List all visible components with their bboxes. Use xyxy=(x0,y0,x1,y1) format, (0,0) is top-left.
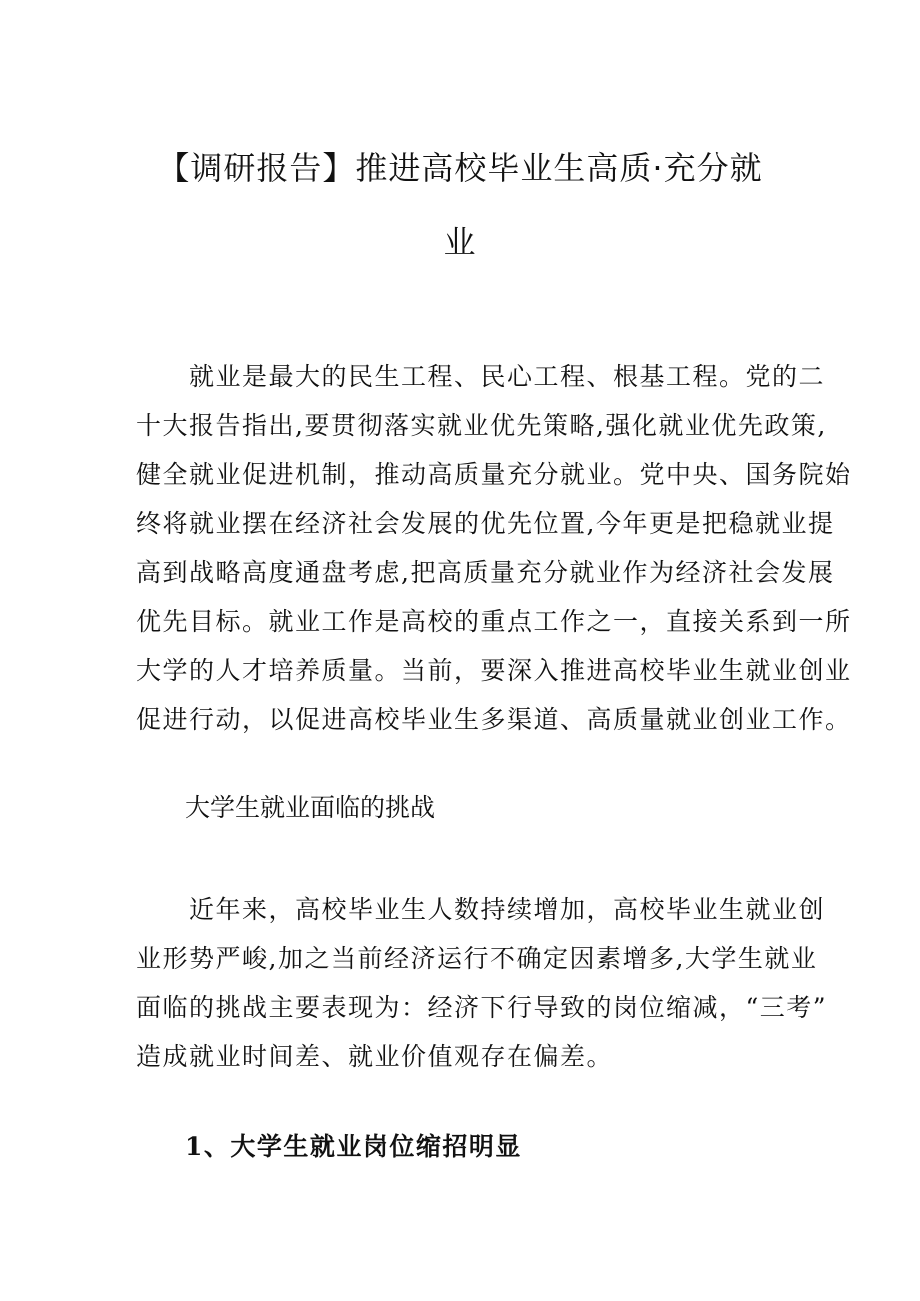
document-title-line-2: 业 xyxy=(443,223,477,261)
document-title-line-1: 【调研报告】推进高校毕业生高质·充分就 xyxy=(157,149,763,187)
section-paragraph xyxy=(136,885,828,1081)
intro-line: 大学的人才培养质量。当前，要深入推进高校毕业生就业创业 xyxy=(136,656,852,685)
intro-line: 十大报告指出,要贯彻落实就业优先策略,强化就业优先政策, xyxy=(136,411,827,440)
intro-line: 促进行动，以促进高校毕业生多渠道、高质量就业创业工作。 xyxy=(136,705,852,734)
section-line: 近年来，高校毕业生人数持续增加，高校毕业生就业创 xyxy=(136,895,826,924)
intro-line: 健全就业促进机制，推动高质量充分就业。党中央、国务院始 xyxy=(136,460,852,489)
section-heading: 大学生就业面临的挑战 xyxy=(185,793,436,822)
intro-line: 就业是最大的民生工程、民心工程、根基工程。党的二 xyxy=(136,362,826,391)
subsection-heading: 1、大学生就业岗位缩招明显 xyxy=(185,1132,522,1161)
section-line: 造成就业时间差、就业价值观存在偏差。 xyxy=(136,1042,614,1071)
intro-line: 终将就业摆在经济社会发展的优先位置,今年更是把稳就业提 xyxy=(136,509,835,538)
intro-line: 高到战略高度通盘考虑,把高质量充分就业作为经济社会发展 xyxy=(136,558,835,587)
section-line: 面临的挑战主要表现为：经济下行导致的岗位缩减，“三考” xyxy=(136,993,828,1022)
section-line: 业形势严峻,加之当前经济运行不确定因素增多,大学生就业 xyxy=(136,944,818,973)
intro-line: 优先目标。就业工作是高校的重点工作之一，直接关系到一所 xyxy=(136,607,852,636)
intro-paragraph xyxy=(136,352,852,744)
